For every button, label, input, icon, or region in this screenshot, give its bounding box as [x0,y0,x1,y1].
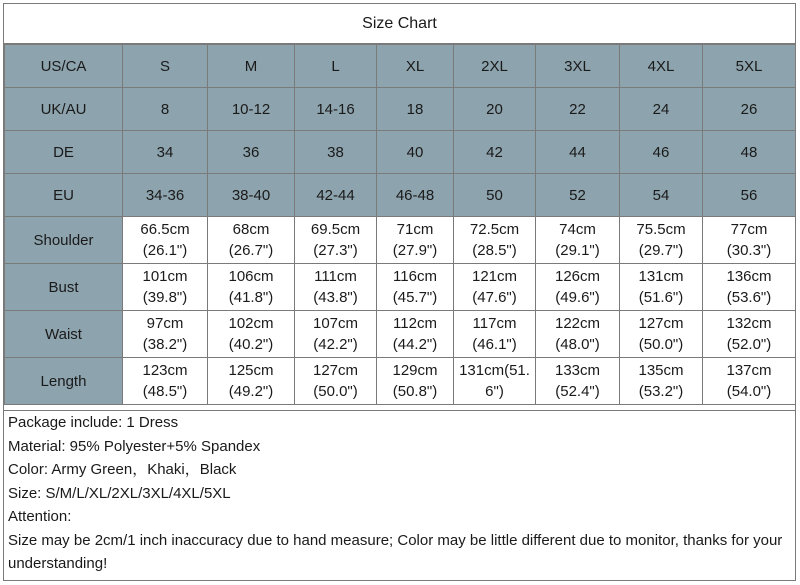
measurement-cell [295,264,377,311]
disclaimer-note: Size may be 2cm/1 inch inaccuracy due to hand measure; Color may be little different due to monitor, thanks for your understanding! [8,531,783,572]
size-row [5,88,796,131]
size-cell: XL [377,45,454,88]
cm-value: 116cm [393,268,437,285]
cm-value: 68cm [232,221,270,238]
measurement-cell [208,311,295,358]
measurement-row [5,311,796,358]
inch-value: (26.1") [142,242,188,259]
inch-value: (44.2") [392,336,438,353]
size-cell: 38 [295,131,377,174]
cm-value: 122cm [554,315,601,332]
measurement-cell [377,217,454,264]
row-label: US/CA [5,45,123,88]
cm-value: 77cm [730,221,768,238]
size-cell: 34-36 [123,174,208,217]
inch-value: (40.2") [228,336,274,353]
size-cell: 2XL [454,45,536,88]
measurement-cell [123,264,208,311]
package-note: Package include: 1 Dress [8,414,179,431]
cm-value: 131cm [638,268,684,285]
measurement-label: Length [5,358,123,405]
measurement-cell [536,311,620,358]
cm-value: 75.5cm [636,221,686,238]
size-cell: 8 [123,88,208,131]
measurement-cell [620,358,703,405]
color-note: Color: Army Green，Khaki，Black [8,461,237,478]
measurement-row [5,264,796,311]
size-cell: 24 [620,88,703,131]
measurement-cell [295,217,377,264]
inch-value: (54.0") [726,383,772,400]
size-cell: 3XL [536,45,620,88]
cm-value: 129cm [392,362,438,379]
cm-value: 102cm [228,315,274,332]
size-cell: 46 [620,131,703,174]
cm-value: 72.5cm [469,221,520,238]
row-label: UK/AU [5,88,123,131]
inch-value: (50.0") [638,336,684,353]
inch-value: (26.7") [228,242,274,259]
cm-value: 121cm [471,268,518,285]
cm-value: 135cm [638,362,684,379]
inch-value: (45.7") [392,289,438,306]
row-label: DE [5,131,123,174]
size-chart [3,3,796,581]
measurement-cell [703,358,796,405]
measurement-cell [454,264,536,311]
size-cell: 5XL [703,45,796,88]
measurement-cell [536,217,620,264]
measurement-cell [208,358,295,405]
size-cell: 44 [536,131,620,174]
size-cell: 20 [454,88,536,131]
cm-value: 106cm [228,268,274,285]
size-cell: 54 [620,174,703,217]
size-cell: 36 [208,131,295,174]
inch-value: (46.1") [472,336,517,353]
inch-value: (42.2") [313,336,358,353]
cm-value: 136cm [726,268,772,285]
size-row [5,131,796,174]
measurement-cell [208,264,295,311]
inch-value: (50.0") [313,383,358,400]
cm-value: 137cm [726,362,772,379]
inch-value: 6") [485,383,504,400]
inch-value: (52.4") [555,383,600,400]
measurement-cell [295,311,377,358]
inch-value: (27.3") [313,242,358,259]
cm-value: 69.5cm [310,221,361,238]
measurement-label: Bust [5,264,123,311]
measurement-cell [295,358,377,405]
attention-label: Attention: [8,508,72,525]
inch-value: (50.8") [392,383,438,400]
size-cell: 50 [454,174,536,217]
cm-value: 66.5cm [140,221,190,238]
measurement-cell [208,217,295,264]
cm-value: 127cm [312,362,359,379]
inch-value: (47.6") [472,289,517,306]
cm-value: 101cm [142,268,188,285]
measurement-cell [123,358,208,405]
size-cell: 48 [703,131,796,174]
measurement-cell [454,358,536,405]
size-cell: 38-40 [208,174,295,217]
size-row [5,174,796,217]
measurement-label: Shoulder [5,217,123,264]
measurement-cell [377,311,454,358]
size-cell: M [208,45,295,88]
inch-value: (38.2") [142,336,188,353]
inch-value: (49.6") [555,289,600,306]
size-cell: 4XL [620,45,703,88]
cm-value: 74cm [559,221,596,238]
cm-value: 71cm [396,221,434,238]
inch-value: (41.8") [228,289,274,306]
cm-value: 133cm [554,362,601,379]
inch-value: (27.9") [392,242,438,259]
chart-title: Size Chart [4,4,795,44]
inch-value: (29.7") [638,242,684,259]
inch-value: (29.1") [555,242,600,259]
cm-value: 111cm [314,268,357,285]
inch-value: (39.8") [142,289,188,306]
measurement-cell [620,264,703,311]
measurement-cell [620,217,703,264]
cm-value: 112cm [393,315,437,332]
size-cell: 26 [703,88,796,131]
measurement-label: Waist [5,311,123,358]
measurement-cell [123,311,208,358]
material-note: Material: 95% Polyester+5% Spandex [8,437,261,455]
inch-value: (53.2") [638,383,684,400]
size-cell: 42 [454,131,536,174]
measurement-cell [536,358,620,405]
size-cell: L [295,45,377,88]
cm-value: 127cm [638,315,684,332]
inch-value: (49.2") [228,383,274,400]
size-cell: 10-12 [208,88,295,131]
inch-value: (30.3") [726,242,772,259]
measurement-cell [703,217,796,264]
cm-value: 125cm [228,362,274,379]
measurement-row [5,358,796,405]
cm-value: 132cm [726,315,772,332]
inch-value: (43.8") [313,289,358,306]
size-cell: 22 [536,88,620,131]
size-cell: 18 [377,88,454,131]
cm-value: 97cm [146,315,184,332]
size-row [5,45,796,88]
measurement-cell [536,264,620,311]
size-cell: 40 [377,131,454,174]
measurement-cell [377,264,454,311]
measurement-cell [620,311,703,358]
measurement-cell [454,311,536,358]
cm-value: 107cm [312,315,359,332]
size-cell: S [123,45,208,88]
size-cell: 56 [703,174,796,217]
inch-value: (53.6") [726,289,772,306]
cm-value: 131cm(51. [459,362,530,379]
size-cell: 52 [536,174,620,217]
size-cell: 42-44 [295,174,377,217]
inch-value: (48.0") [555,336,600,353]
measurement-cell [454,217,536,264]
cm-value: 126cm [554,268,601,285]
size-cell: 34 [123,131,208,174]
size-table [4,44,796,405]
measurement-cell [377,358,454,405]
cm-value: 117cm [472,315,517,332]
cm-value: 123cm [142,362,188,379]
inch-value: (48.5") [142,383,188,400]
inch-value: (28.5") [472,242,517,259]
measurement-cell [123,217,208,264]
row-label: EU [5,174,123,217]
product-notes [4,410,795,576]
measurement-cell [703,311,796,358]
size-cell: 46-48 [377,174,454,217]
inch-value: (51.6") [638,289,684,306]
measurement-cell [703,264,796,311]
measurement-row [5,217,796,264]
inch-value: (52.0") [726,336,772,353]
size-cell: 14-16 [295,88,377,131]
size-note: Size: S/M/L/XL/2XL/3XL/4XL/5XL [8,484,231,502]
